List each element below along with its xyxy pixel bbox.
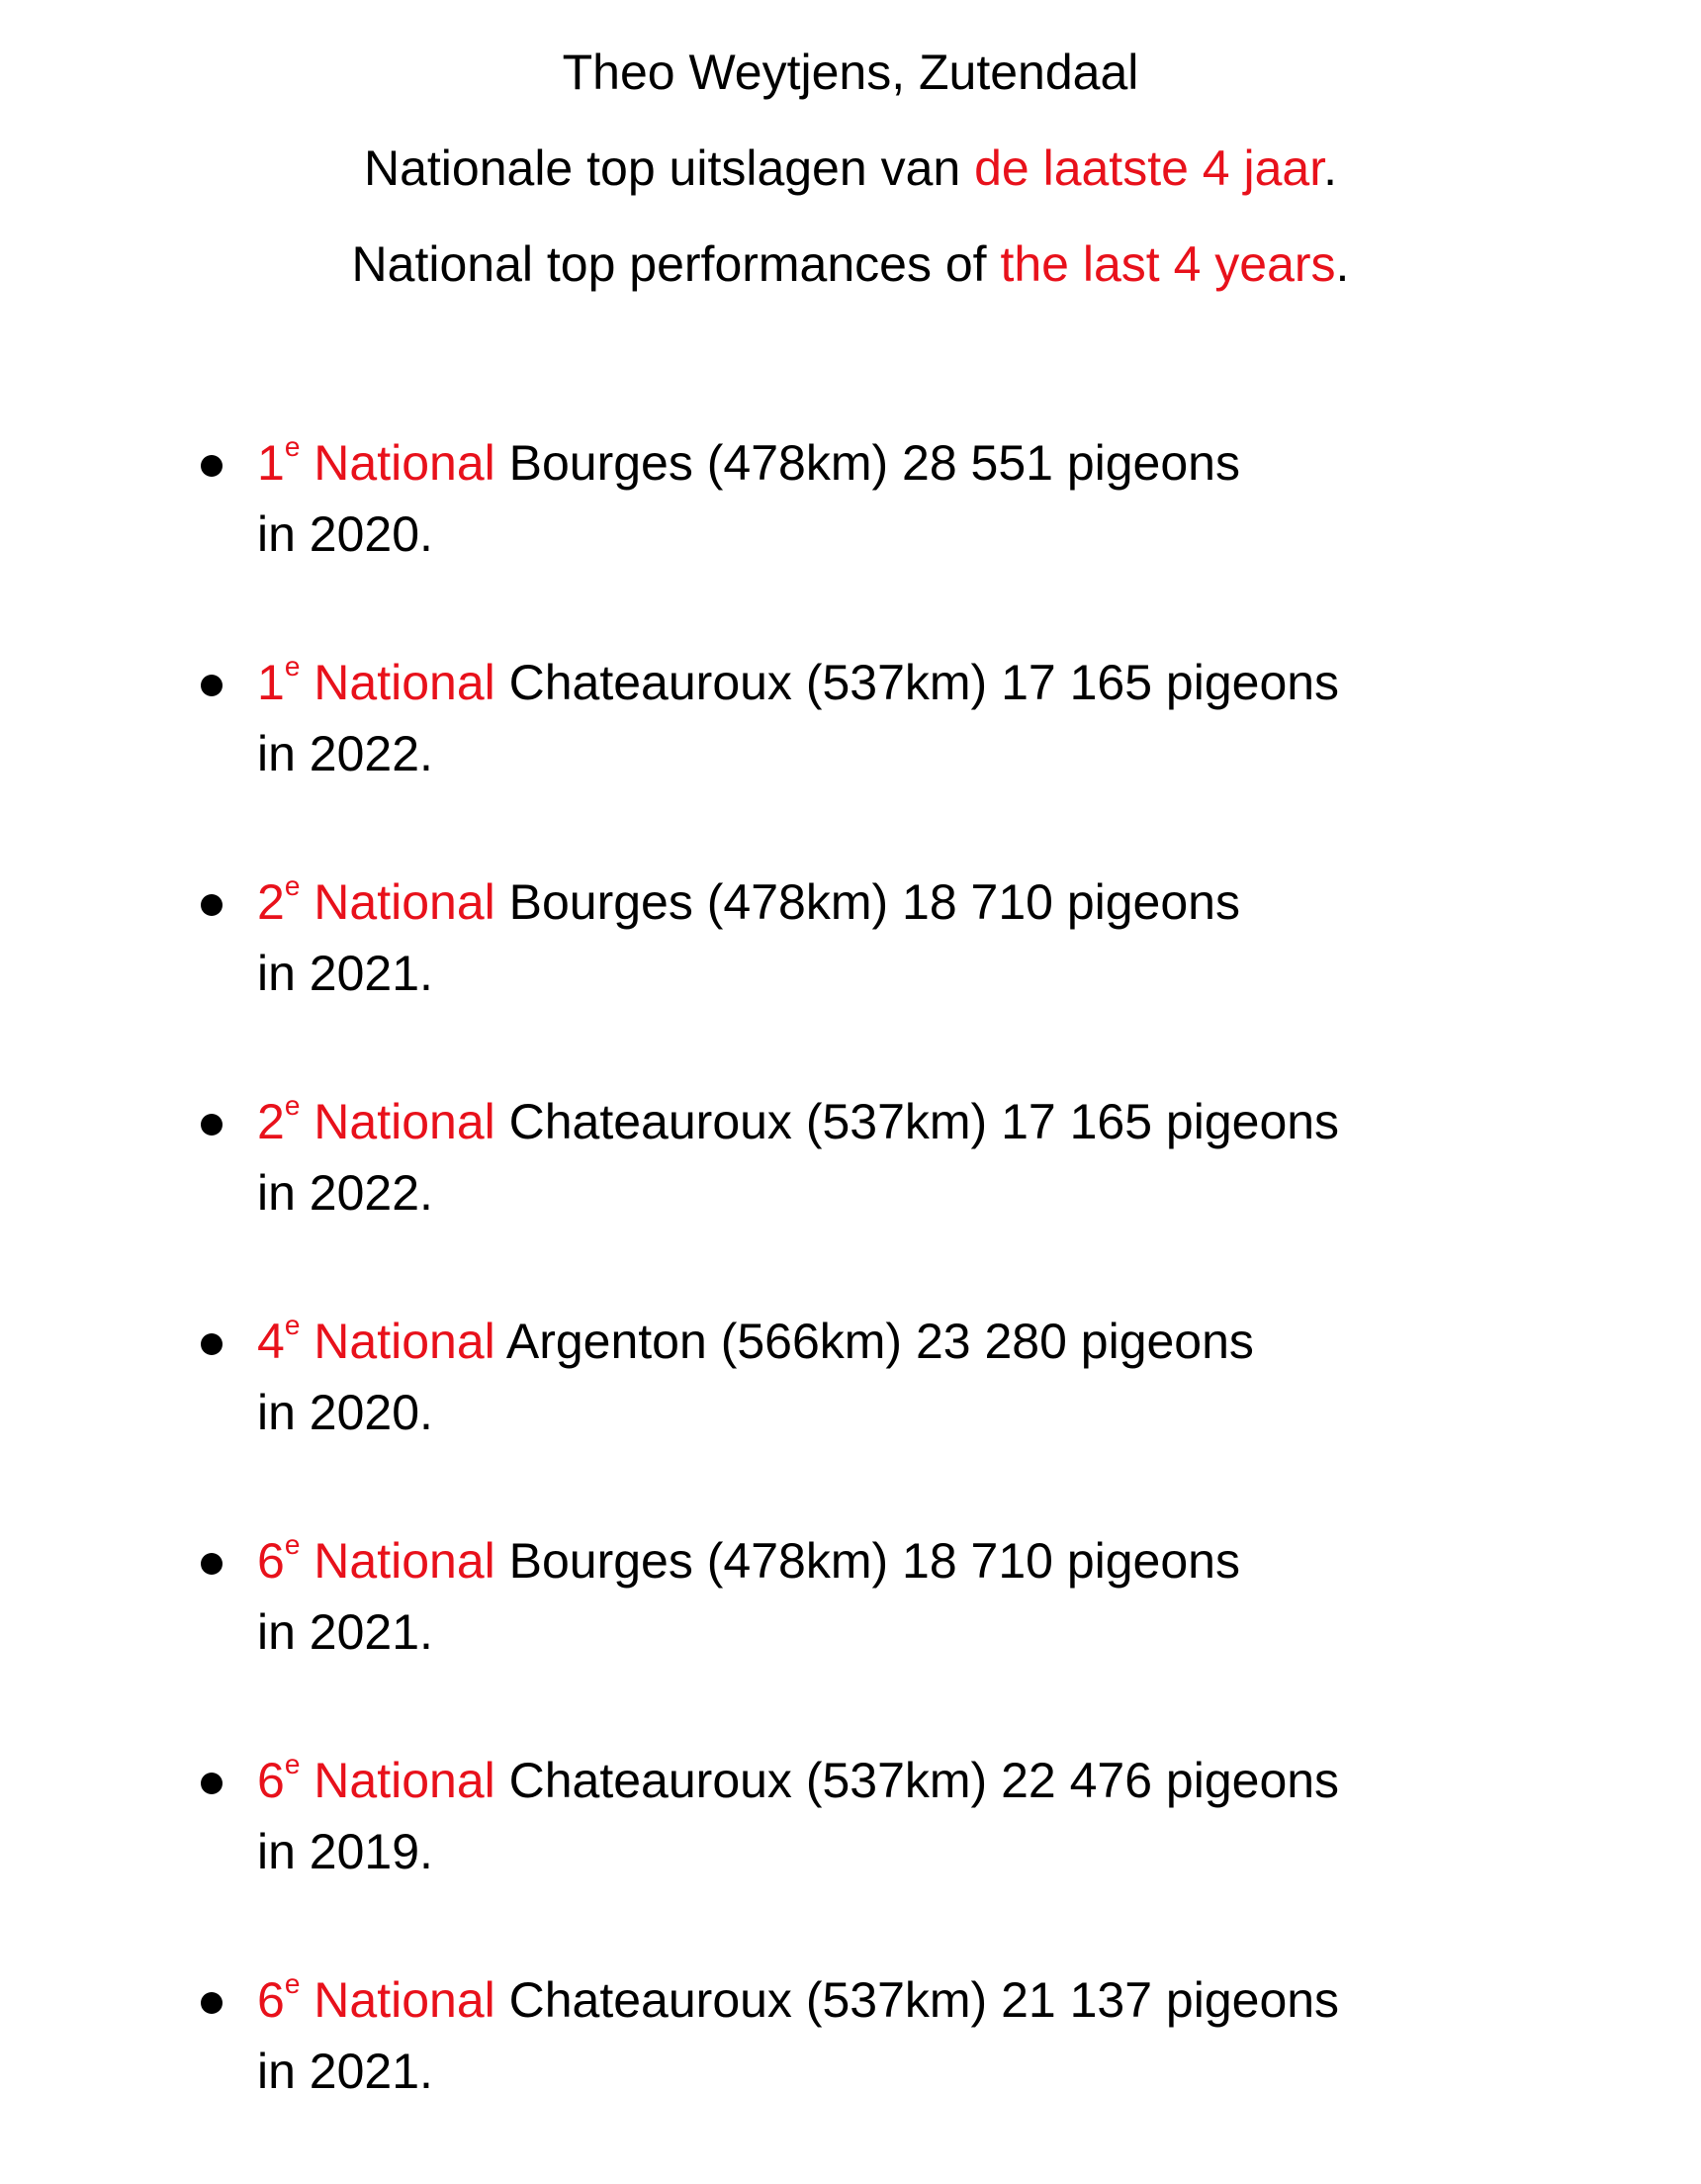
rank-suffix: e [284, 431, 301, 463]
rank-suffix: e [284, 1749, 301, 1780]
result-detail: Bourges (478km) 28 551 pigeons [494, 435, 1240, 491]
rank-label: National [300, 1753, 495, 1808]
result-rank [257, 651, 495, 710]
dutch-subtitle-suffix: . [1323, 140, 1338, 196]
result-rank [257, 1529, 495, 1589]
rank-number: 2 [257, 1094, 285, 1149]
rank-label: National [300, 874, 495, 930]
bullet-icon [201, 1773, 223, 1794]
list-item [0, 1964, 1701, 2184]
result-line [257, 1086, 1339, 1157]
english-subtitle-suffix: . [1335, 236, 1350, 292]
result-year: in 2020. [257, 506, 433, 562]
rank-label: National [300, 1972, 495, 2028]
rank-number: 6 [257, 1533, 285, 1589]
list-item [0, 1745, 1701, 1964]
rank-suffix: e [284, 1310, 301, 1341]
result-year: in 2021. [257, 1604, 433, 1660]
bullet-icon [201, 894, 223, 916]
bullet-icon [201, 1553, 223, 1575]
result-detail: Argenton (566km) 23 280 pigeons [494, 1314, 1254, 1369]
result-rank [257, 1090, 495, 1149]
document-header [0, 40, 1701, 327]
result-year: in 2022. [257, 726, 433, 781]
result-line [257, 1745, 1339, 1816]
rank-label: National [300, 1533, 495, 1589]
result-rank [257, 1749, 495, 1808]
rank-number: 6 [257, 1753, 285, 1808]
result-rank [257, 1968, 495, 2028]
rank-suffix: e [284, 651, 301, 682]
rank-number: 6 [257, 1972, 285, 2028]
result-year: in 2020. [257, 1385, 433, 1440]
rank-suffix: e [284, 1090, 301, 1122]
result-detail: Chateauroux (537km) 17 165 pigeons [494, 655, 1340, 710]
result-line [257, 647, 1339, 718]
result-detail: Chateauroux (537km) 22 476 pigeons [494, 1753, 1340, 1808]
rank-suffix: e [284, 1529, 301, 1561]
english-subtitle-prefix: National top performances of [351, 236, 1001, 292]
rank-number: 4 [257, 1314, 285, 1369]
result-year: in 2021. [257, 2044, 433, 2099]
result-rank [257, 870, 495, 930]
result-detail: Chateauroux (537km) 21 137 pigeons [494, 1972, 1340, 2028]
rank-label: National [300, 655, 495, 710]
result-year: in 2021. [257, 946, 433, 1001]
rank-label: National [300, 435, 495, 491]
bullet-icon [201, 455, 223, 477]
bullet-icon [201, 1992, 223, 2014]
result-detail: Chateauroux (537km) 17 165 pigeons [494, 1094, 1340, 1149]
results-list [0, 427, 1701, 2184]
bullet-icon [201, 1114, 223, 1136]
english-subtitle [0, 231, 1701, 297]
result-rank [257, 431, 495, 491]
result-detail: Bourges (478km) 18 710 pigeons [494, 874, 1240, 930]
result-line [257, 427, 1240, 499]
list-item [0, 1525, 1701, 1745]
result-line [257, 866, 1240, 938]
list-item [0, 1306, 1701, 1525]
list-item [0, 427, 1701, 647]
dutch-subtitle [0, 136, 1701, 201]
list-item [0, 1086, 1701, 1306]
bullet-icon [201, 1333, 223, 1355]
list-item [0, 647, 1701, 866]
rank-number: 2 [257, 874, 285, 930]
result-line [257, 1525, 1240, 1596]
document-title: Theo Weytjens, Zutendaal [562, 45, 1139, 100]
result-detail: Bourges (478km) 18 710 pigeons [494, 1533, 1240, 1589]
list-item [0, 866, 1701, 1086]
result-line [257, 1306, 1254, 1377]
english-subtitle-highlight: the last 4 years [1000, 236, 1336, 292]
rank-number: 1 [257, 655, 285, 710]
rank-suffix: e [284, 870, 301, 902]
dutch-subtitle-highlight: de laatste 4 jaar [974, 140, 1324, 196]
rank-label: National [300, 1314, 495, 1369]
result-year: in 2022. [257, 1165, 433, 1221]
dutch-subtitle-prefix: Nationale top uitslagen van [363, 140, 975, 196]
bullet-icon [201, 675, 223, 696]
rank-suffix: e [284, 1968, 301, 2000]
result-line [257, 1964, 1339, 2036]
rank-number: 1 [257, 435, 285, 491]
result-year: in 2019. [257, 1824, 433, 1879]
rank-label: National [300, 1094, 495, 1149]
result-rank [257, 1310, 495, 1369]
